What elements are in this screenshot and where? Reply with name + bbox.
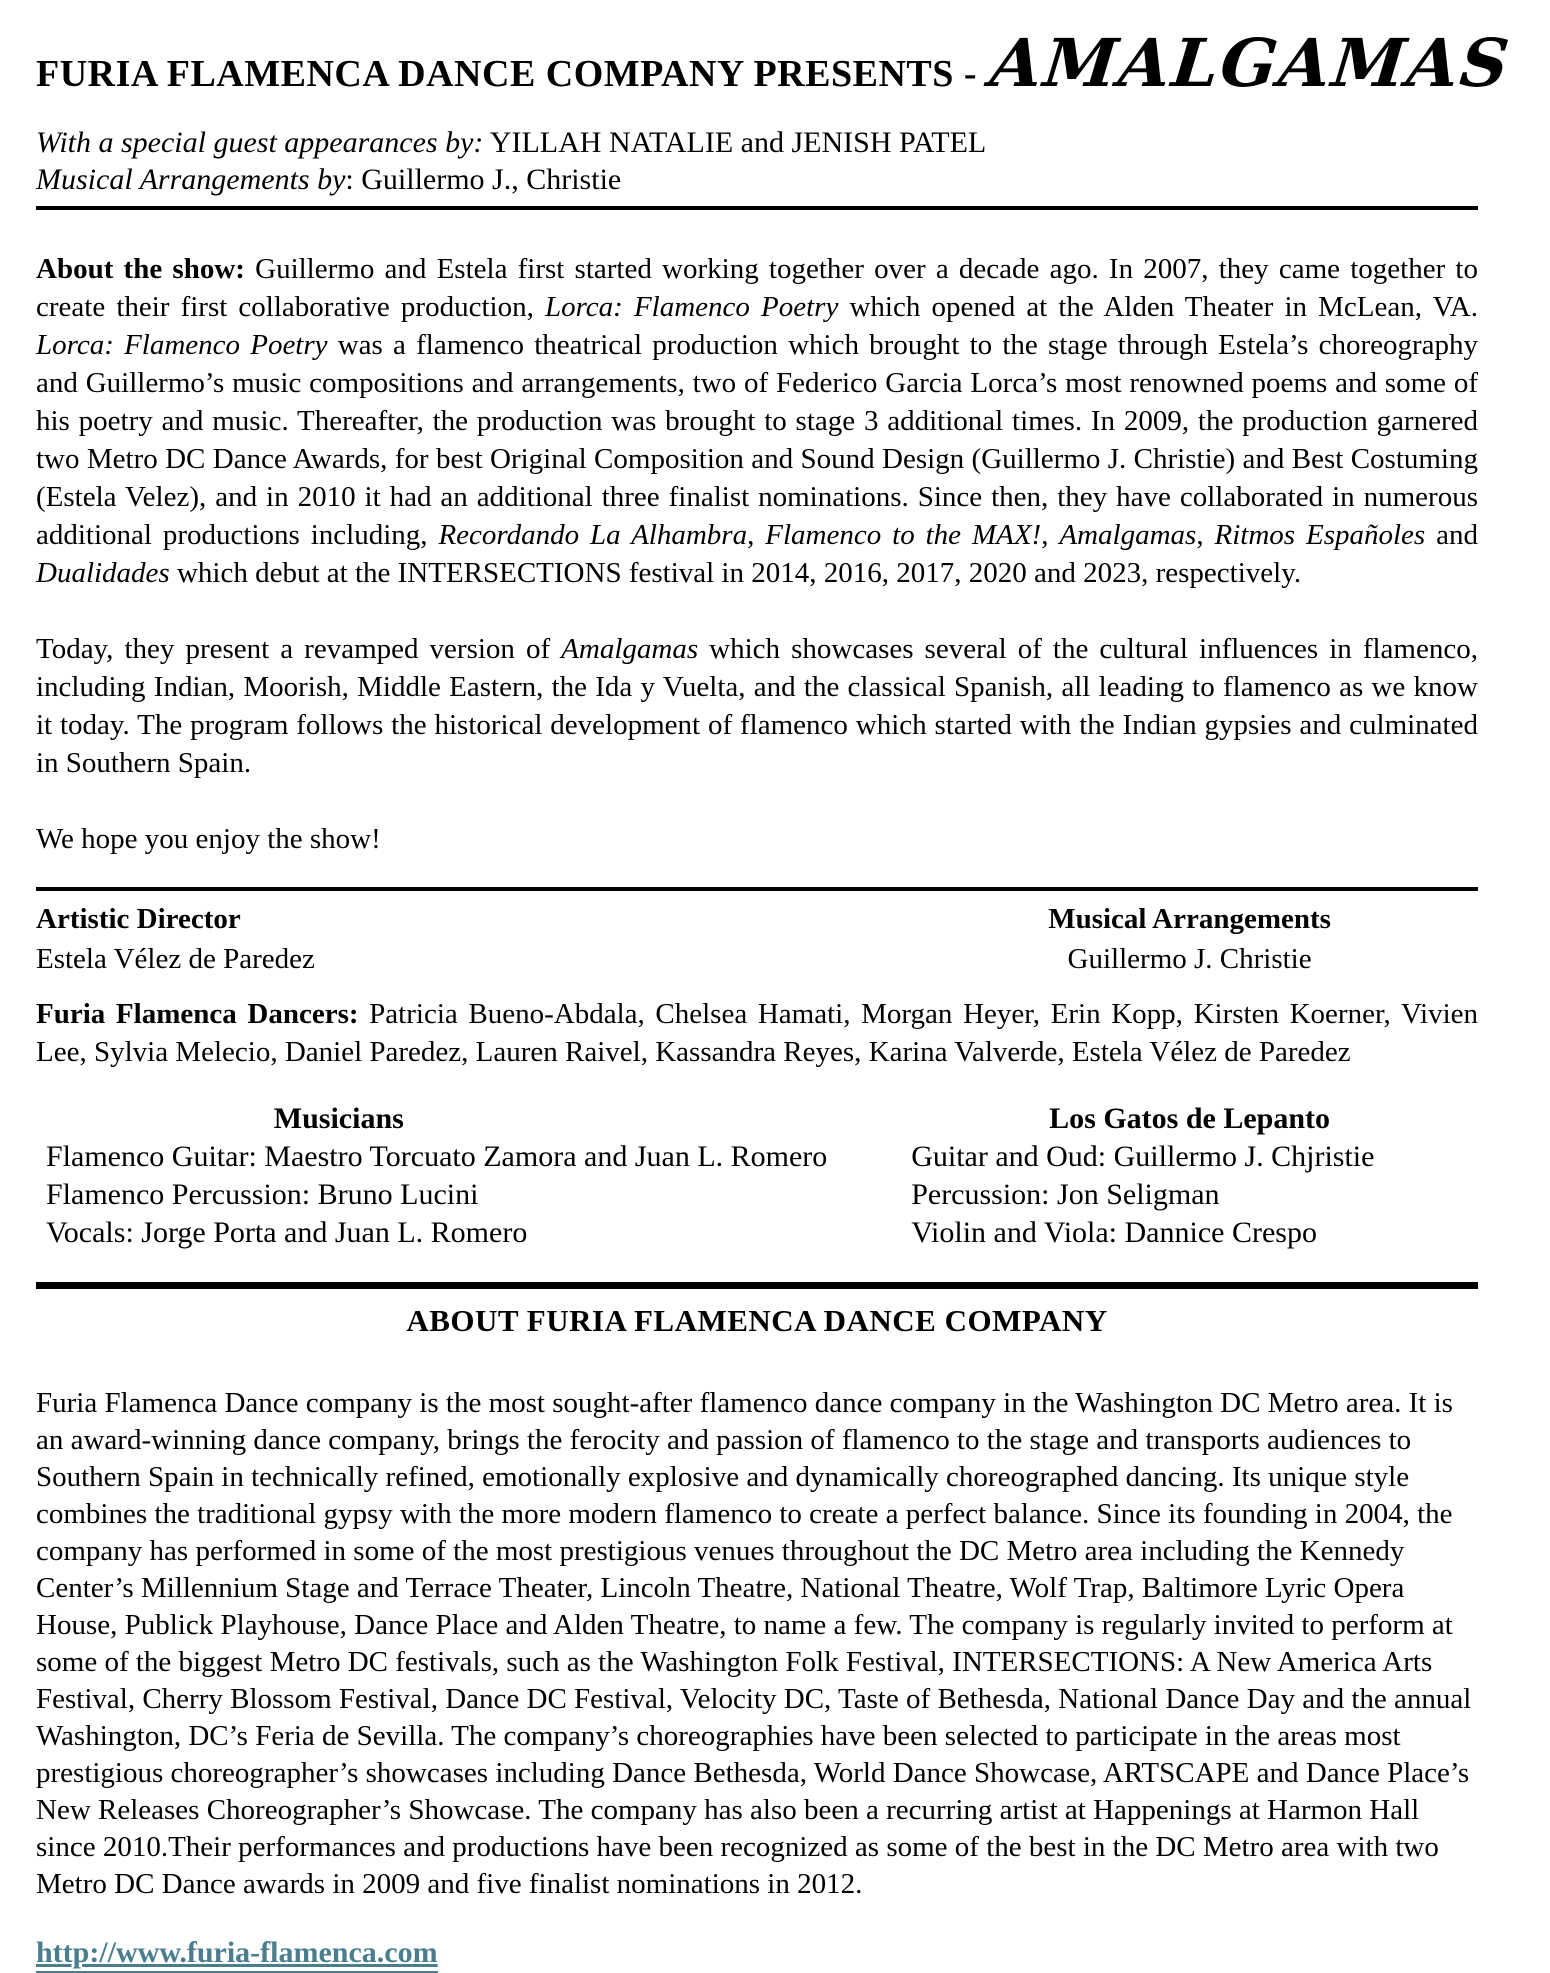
musical-arrangements-block bbox=[901, 899, 1478, 979]
los-gatos-lines bbox=[901, 1138, 1478, 1252]
los-gatos-title: Los Gatos de Lepanto bbox=[1049, 1102, 1331, 1135]
musician-line: Flamenco Guitar: Maestro Torcuato Zamora and Juan L. Romero bbox=[46, 1140, 828, 1173]
artistic-director-name: Estela Vélez de Paredez bbox=[36, 943, 315, 975]
arrangements-value: : Guillermo J., Christie bbox=[345, 163, 622, 196]
dancers-names: Patricia Bueno-Abdala, Chelsea Hamati, Morgan Heyer, Erin Kopp, Kirsten Koerner, Vivien Lee, Sylvia Melecio, Daniel Paredez, Lauren Raivel, Kassandra Reyes, Karina Valverde, Estela Vélez de Paredez bbox=[36, 998, 1479, 1068]
dancers-label: Furia Flamenca Dancers: bbox=[36, 998, 370, 1030]
los-gatos-line: Violin and Viola: Dannice Crespo bbox=[911, 1216, 1317, 1249]
credits-section bbox=[36, 899, 1478, 979]
musical-arrangements-title: Musical Arrangements bbox=[1048, 903, 1331, 935]
guest-names: YILLAH NATALIE and JENISH PATEL bbox=[483, 126, 987, 159]
website-link[interactable]: http://www.furia-flamenca.com bbox=[36, 1936, 438, 1973]
artistic-director-block bbox=[36, 899, 901, 979]
bands-section bbox=[36, 1100, 1478, 1252]
musical-arrangements-name: Guillermo J. Christie bbox=[1067, 943, 1312, 975]
musician-line: Flamenco Percussion: Bruno Lucini bbox=[46, 1178, 479, 1211]
musicians-column bbox=[36, 1100, 901, 1252]
divider-credits bbox=[36, 887, 1478, 891]
enjoy-line: We hope you enjoy the show! bbox=[36, 823, 381, 855]
about-company-paragraph: Furia Flamenca Dance company is the most sought-after flamenco dance company in the Washington DC Metro area. It is an award-winning dance company, brings the ferocity and passion of flamenco to the stage and transports audiences to Southern Spain in technically refined, emotionally explosive and dynamically choreographed dancing. Its unique style combines the traditional gypsy with the more modern flamenco to create a perfect balance. Since its founding in 2004, the company has performed in some of the most prestigious venues throughout the DC Metro area including the Kennedy Center’s Millennium Stage and Terrace Theater, Lincoln Theatre, National Theatre, Wolf Trap, Baltimore Lyric Opera House, Publick Playhouse, Dance Place and Alden Theatre, to name a few. The company is regularly invited to perform at some of the biggest Metro DC festivals, such as the Washington Folk Festival, INTERSECTIONS: A New America Arts Festival, Cherry Blossom Festival, Dance DC Festival, Velocity DC, Taste of Bethesda, National Dance Day and the annual Washington, DC’s Feria de Sevilla. The company’s choreographies have been selected to participate in the areas most prestigious choreographer’s showcases including Dance Bethesda, World Dance Showcase, ARTSCAPE and Dance Place’s New Releases Choreographer’s Showcase. The company has also been a recurring artist at Happenings at Harmon Hall since 2010.Their performances and productions have been recognized as some of the best in the DC Metro area with two Metro DC Dance awards in 2009 and five finalist nominations in 2012. bbox=[36, 1387, 1472, 1900]
los-gatos-line: Percussion: Jon Seligman bbox=[911, 1178, 1220, 1211]
today-paragraph: Today, they present a revamped version of Amalgamas which showcases several of the cultural influences in flamenco, including Indian, Moorish, Middle Eastern, the Ida y Vuelta, and the classical Spanish, all leading to flamenco as we know it today. The program follows the historical development of flamenco which started with the Indian gypsies and culminated in Southern Spain. bbox=[36, 633, 1478, 779]
musical-arrangements-line bbox=[36, 161, 1478, 198]
intro-lines bbox=[36, 124, 1478, 198]
guest-label: With a special guest appearances by: bbox=[36, 126, 484, 159]
guest-appearances-line bbox=[36, 124, 1478, 161]
divider-top bbox=[36, 206, 1478, 210]
musicians-lines bbox=[36, 1138, 901, 1252]
musicians-title: Musicians bbox=[273, 1102, 404, 1135]
los-gatos-line: Guitar and Oud: Guillermo J. Chjristie bbox=[911, 1140, 1375, 1173]
los-gatos-column bbox=[901, 1100, 1478, 1252]
about-company-heading: ABOUT FURIA FLAMENCA DANCE COMPANY bbox=[406, 1303, 1108, 1338]
title-logo-amalgamas: AMALGAMAS bbox=[986, 24, 1515, 102]
about-show-paragraph: About the show: Guillermo and Estela first started working together over a decade ago. In 2007, they came together to create their first collaborative production, Lorca: Flamenco Poetry which opened at the Alden Theater in McLean, VA. Lorca: Flamenco Poetry was a flamenco theatrical production which brought to the stage through Estela’s choreography and Guillermo’s music compositions and arrangements, two of Federico Garcia Lorca’s most renowned poems and some of his poetry and music. Thereafter, the production was brought to stage 3 additional times. In 2009, the production garnered two Metro DC Dance Awards, for best Original Composition and Sound Design (Guillermo J. Christie) and Best Costuming (Estela Velez), and in 2010 it had an additional three finalist nominations. Since then, they have collaborated in numerous additional productions including, Recordando La Alhambra, Flamenco to the MAX!, Amalgamas, Ritmos Españoles and Dualidades which debut at the INTERSECTIONS festival in 2014, 2016, 2017, 2020 and 2023, respectively. bbox=[36, 253, 1479, 589]
arrangements-label: Musical Arrangements by bbox=[36, 163, 346, 196]
dancers-paragraph bbox=[36, 995, 1478, 1071]
musician-line: Vocals: Jorge Porta and Juan L. Romero bbox=[46, 1216, 528, 1249]
page-title bbox=[36, 24, 1515, 102]
artistic-director-title: Artistic Director bbox=[36, 903, 241, 935]
divider-about-company bbox=[36, 1282, 1478, 1289]
title-prefix: FURIA FLAMENCA DANCE COMPANY PRESENTS - bbox=[36, 53, 978, 95]
